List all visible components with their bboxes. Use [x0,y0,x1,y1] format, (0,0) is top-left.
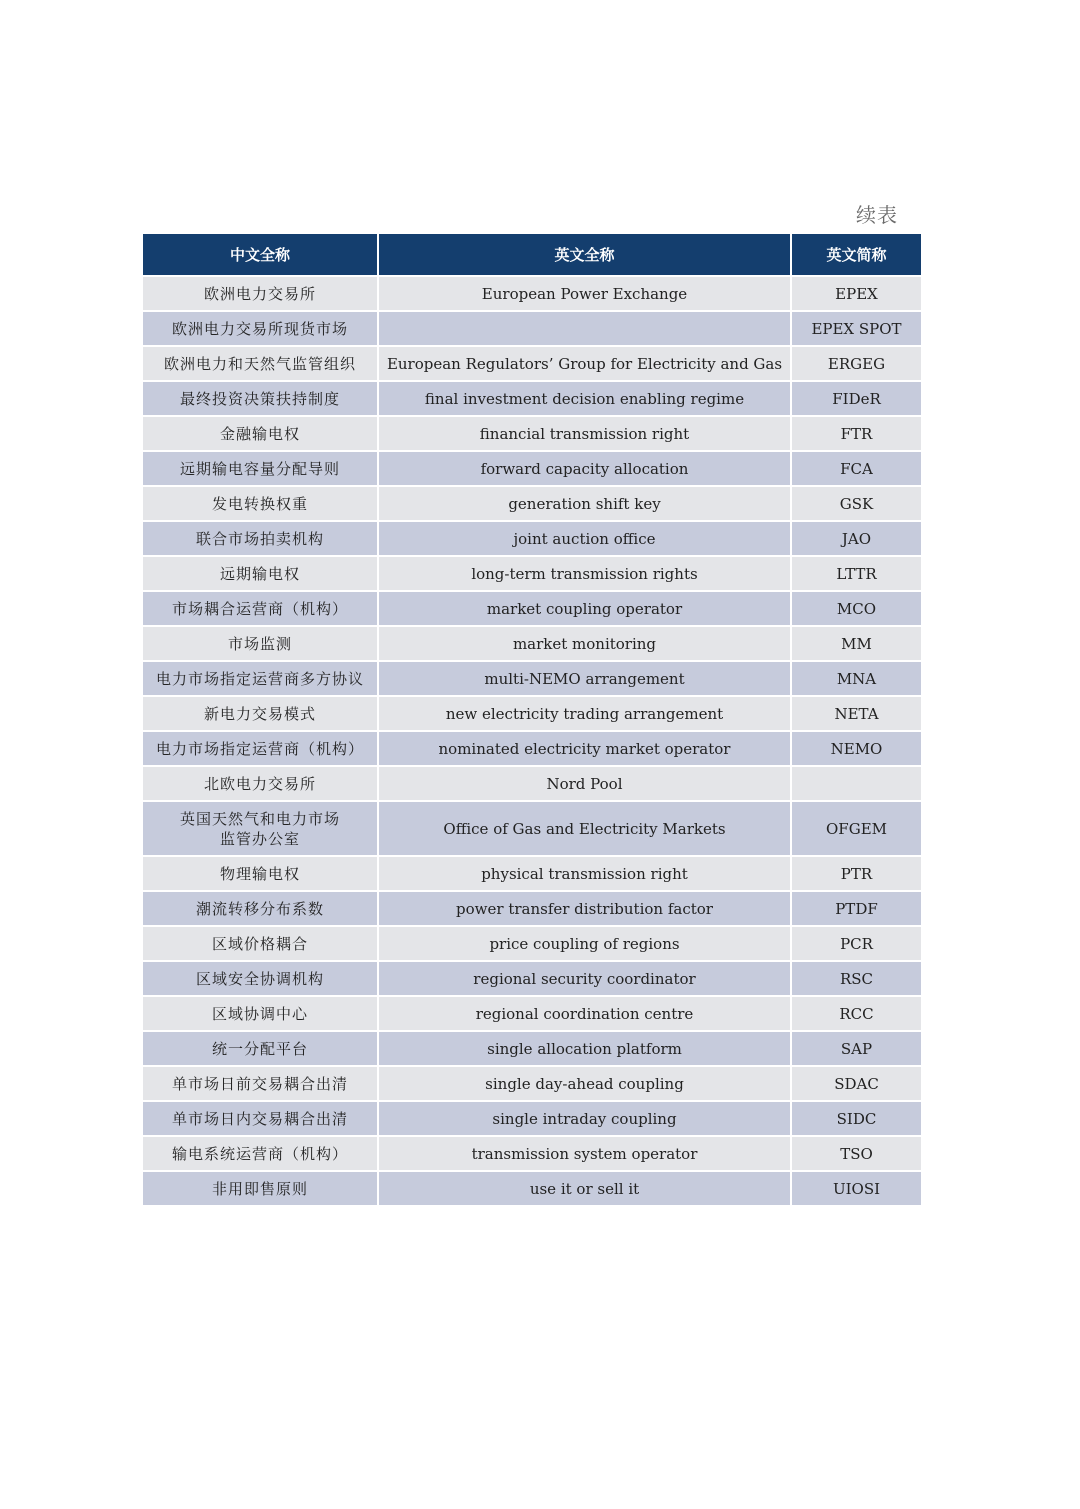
continued-label: 续表 [856,203,898,227]
table-row [142,346,922,381]
table-row [142,1066,922,1101]
cell-english-full: price coupling of regions [378,926,791,961]
table-row [142,1031,922,1066]
cell-abbreviation: EPEX [791,276,922,311]
cell-chinese-full: 统一分配平台 [142,1031,378,1066]
cell-english-full: single allocation platform [378,1031,791,1066]
table-row [142,626,922,661]
table-row [142,556,922,591]
cell-abbreviation: FTR [791,416,922,451]
cell-chinese-full: 远期输电权 [142,556,378,591]
cell-abbreviation: RCC [791,996,922,1031]
cell-chinese-full: 欧洲电力和天然气监管组织 [142,346,378,381]
table-row [142,451,922,486]
cell-english-full: use it or sell it [378,1171,791,1206]
table-row [142,521,922,556]
cell-abbreviation: SAP [791,1031,922,1066]
cell-chinese-full: 潮流转移分布系数 [142,891,378,926]
cell-english-full [378,311,791,346]
table-row [142,891,922,926]
table-header [142,233,922,276]
table-row [142,381,922,416]
table-row [142,801,922,856]
cell-chinese-full: 非用即售原则 [142,1171,378,1206]
table-row [142,416,922,451]
cell-english-full: power transfer distribution factor [378,891,791,926]
cell-chinese-full: 电力市场指定运营商多方协议 [142,661,378,696]
cell-english-full: long-term transmission rights [378,556,791,591]
table-row [142,696,922,731]
cell-abbreviation: SDAC [791,1066,922,1101]
cell-chinese-full: 远期输电容量分配导则 [142,451,378,486]
cell-abbreviation: NEMO [791,731,922,766]
table-row [142,996,922,1031]
table-row [142,1171,922,1206]
cell-chinese-full: 单市场日前交易耦合出清 [142,1066,378,1101]
cell-abbreviation: PCR [791,926,922,961]
cell-chinese-full: 物理输电权 [142,856,378,891]
cell-english-full: multi-NEMO arrangement [378,661,791,696]
table-row [142,276,922,311]
header-chinese-full: 中文全称 [142,233,378,276]
cell-chinese-full: 电力市场指定运营商（机构） [142,731,378,766]
table-row [142,1136,922,1171]
table-row [142,591,922,626]
cell-abbreviation: FIDeR [791,381,922,416]
cell-abbreviation: RSC [791,961,922,996]
cell-english-full: financial transmission right [378,416,791,451]
cell-abbreviation: PTDF [791,891,922,926]
cell-english-full: new electricity trading arrangement [378,696,791,731]
cell-chinese-full: 区域安全协调机构 [142,961,378,996]
glossary-table [141,232,923,1207]
cell-english-full: final investment decision enabling regime [378,381,791,416]
cell-english-full: nominated electricity market operator [378,731,791,766]
cell-abbreviation: MM [791,626,922,661]
table-row [142,856,922,891]
cell-abbreviation: UIOSI [791,1171,922,1206]
cell-english-full: physical transmission right [378,856,791,891]
cell-abbreviation: MNA [791,661,922,696]
cell-chinese-full: 市场监测 [142,626,378,661]
cell-chinese-full: 北欧电力交易所 [142,766,378,801]
cell-chinese-full: 英国天然气和电力市场 监管办公室 [142,801,378,856]
header-row [142,233,922,276]
cell-english-full: joint auction office [378,521,791,556]
table-body [142,276,922,1206]
table-row [142,731,922,766]
cell-chinese-full: 新电力交易模式 [142,696,378,731]
cell-chinese-full: 联合市场拍卖机构 [142,521,378,556]
cell-chinese-full: 区域协调中心 [142,996,378,1031]
cell-chinese-full: 输电系统运营商（机构） [142,1136,378,1171]
cell-abbreviation: SIDC [791,1101,922,1136]
cell-abbreviation [791,766,922,801]
cell-abbreviation: TSO [791,1136,922,1171]
cell-abbreviation: PTR [791,856,922,891]
cell-chinese-full: 金融输电权 [142,416,378,451]
cell-english-full: single intraday coupling [378,1101,791,1136]
cell-abbreviation: LTTR [791,556,922,591]
table-row [142,961,922,996]
cell-chinese-full: 区域价格耦合 [142,926,378,961]
cell-english-full: single day-ahead coupling [378,1066,791,1101]
table-row [142,311,922,346]
cell-english-full: regional coordination centre [378,996,791,1031]
header-abbreviation: 英文简称 [791,233,922,276]
cell-chinese-full: 市场耦合运营商（机构） [142,591,378,626]
cell-english-full: market coupling operator [378,591,791,626]
cell-abbreviation: OFGEM [791,801,922,856]
table-row [142,486,922,521]
cell-english-full: market monitoring [378,626,791,661]
cell-english-full: generation shift key [378,486,791,521]
table-row [142,661,922,696]
cell-abbreviation: NETA [791,696,922,731]
cell-abbreviation: JAO [791,521,922,556]
cell-english-full: regional security coordinator [378,961,791,996]
cell-english-full: forward capacity allocation [378,451,791,486]
cell-english-full: European Power Exchange [378,276,791,311]
cell-abbreviation: EPEX SPOT [791,311,922,346]
table-row [142,766,922,801]
cell-abbreviation: MCO [791,591,922,626]
cell-english-full: European Regulators’ Group for Electricity and Gas [378,346,791,381]
cell-chinese-full: 欧洲电力交易所现货市场 [142,311,378,346]
cell-abbreviation: ERGEG [791,346,922,381]
cell-abbreviation: GSK [791,486,922,521]
cell-english-full: transmission system operator [378,1136,791,1171]
cell-abbreviation: FCA [791,451,922,486]
table-row [142,1101,922,1136]
cell-english-full: Office of Gas and Electricity Markets [378,801,791,856]
cell-english-full: Nord Pool [378,766,791,801]
table-row [142,926,922,961]
cell-chinese-full: 发电转换权重 [142,486,378,521]
cell-chinese-full: 最终投资决策扶持制度 [142,381,378,416]
cell-chinese-full: 欧洲电力交易所 [142,276,378,311]
cell-chinese-full: 单市场日内交易耦合出清 [142,1101,378,1136]
header-english-full: 英文全称 [378,233,791,276]
